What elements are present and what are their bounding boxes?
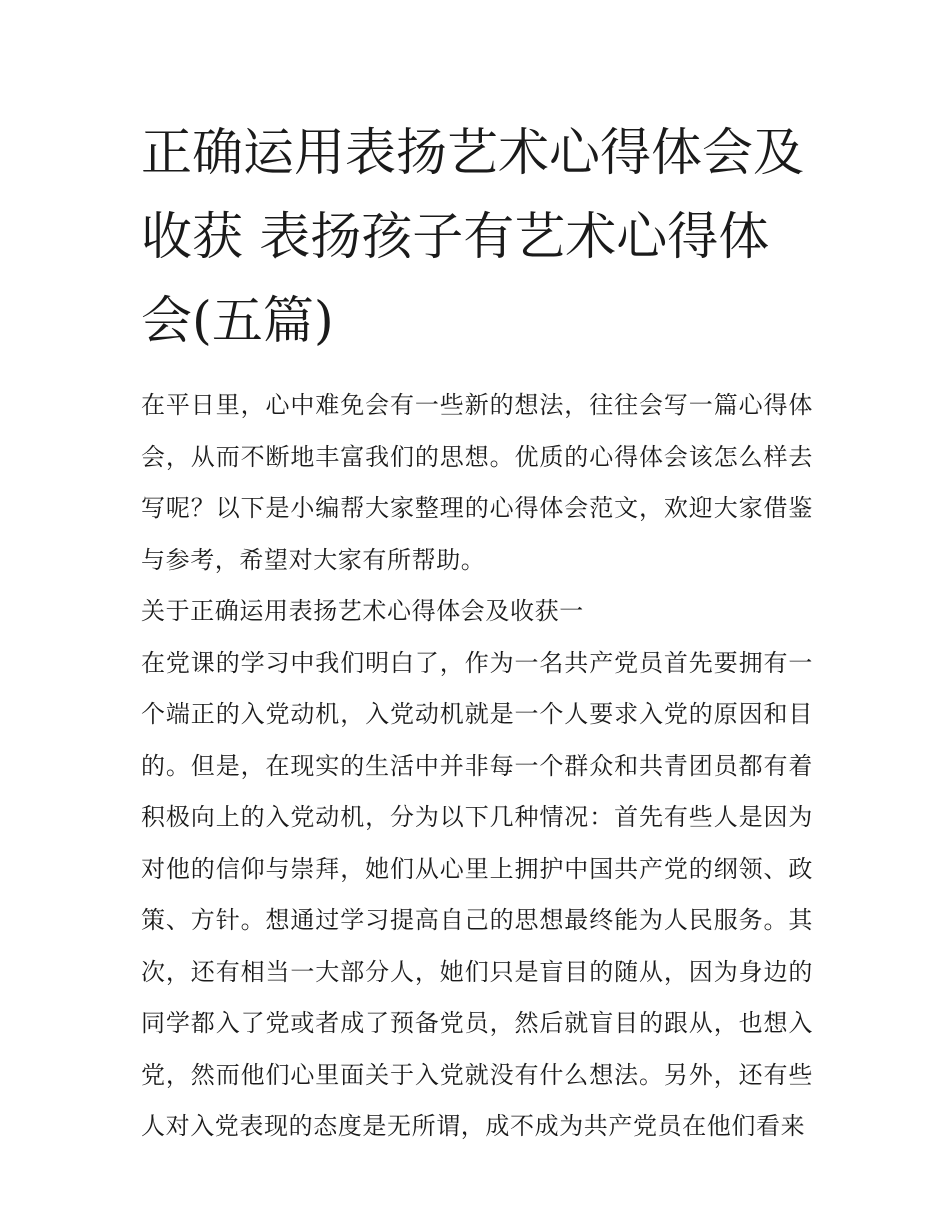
document-title: 正确运用表扬艺术心得体会及收获 表扬孩子有艺术心得体会(五篇) <box>141 124 805 351</box>
intro-paragraph: 在平日里，心中难免会有一些新的想法，往往会写一篇心得体会，从而不断地丰富我们的思想。优质的心得体会该怎么样去写呢？以下是小编帮大家整理的心得体会范文，欢迎大家借鉴与参考，希望对大家有所帮助。 <box>141 391 813 574</box>
section-heading: 关于正确运用表扬艺术心得体会及收获一 <box>141 597 584 625</box>
document-content <box>141 112 813 1153</box>
body-paragraph: 在党课的学习中我们明白了，作为一名共产党员首先要拥有一个端正的入党动机，入党动机就是一个人要求入党的原因和目的。但是，在现实的生活中并非每一个群众和共青团员都有着积极向上的入党动机，分为以下几种情况：首先有些人是因为对他的信仰与崇拜，她们从心里上拥护中国共产党的纲领、政策、方针。想通过学习提高自己的思想最终能为人民服务。其次，还有相当一大部分人，她们只是盲目的随从，因为身边的同学都入了党或者成了预备党员，然后就盲目的跟从，也想入党，然而他们心里面关于入党就没有什么想法。另外，还有些人对入党表现的态度是无所谓，成不成为共产党员在他们看来 <box>141 648 813 1140</box>
